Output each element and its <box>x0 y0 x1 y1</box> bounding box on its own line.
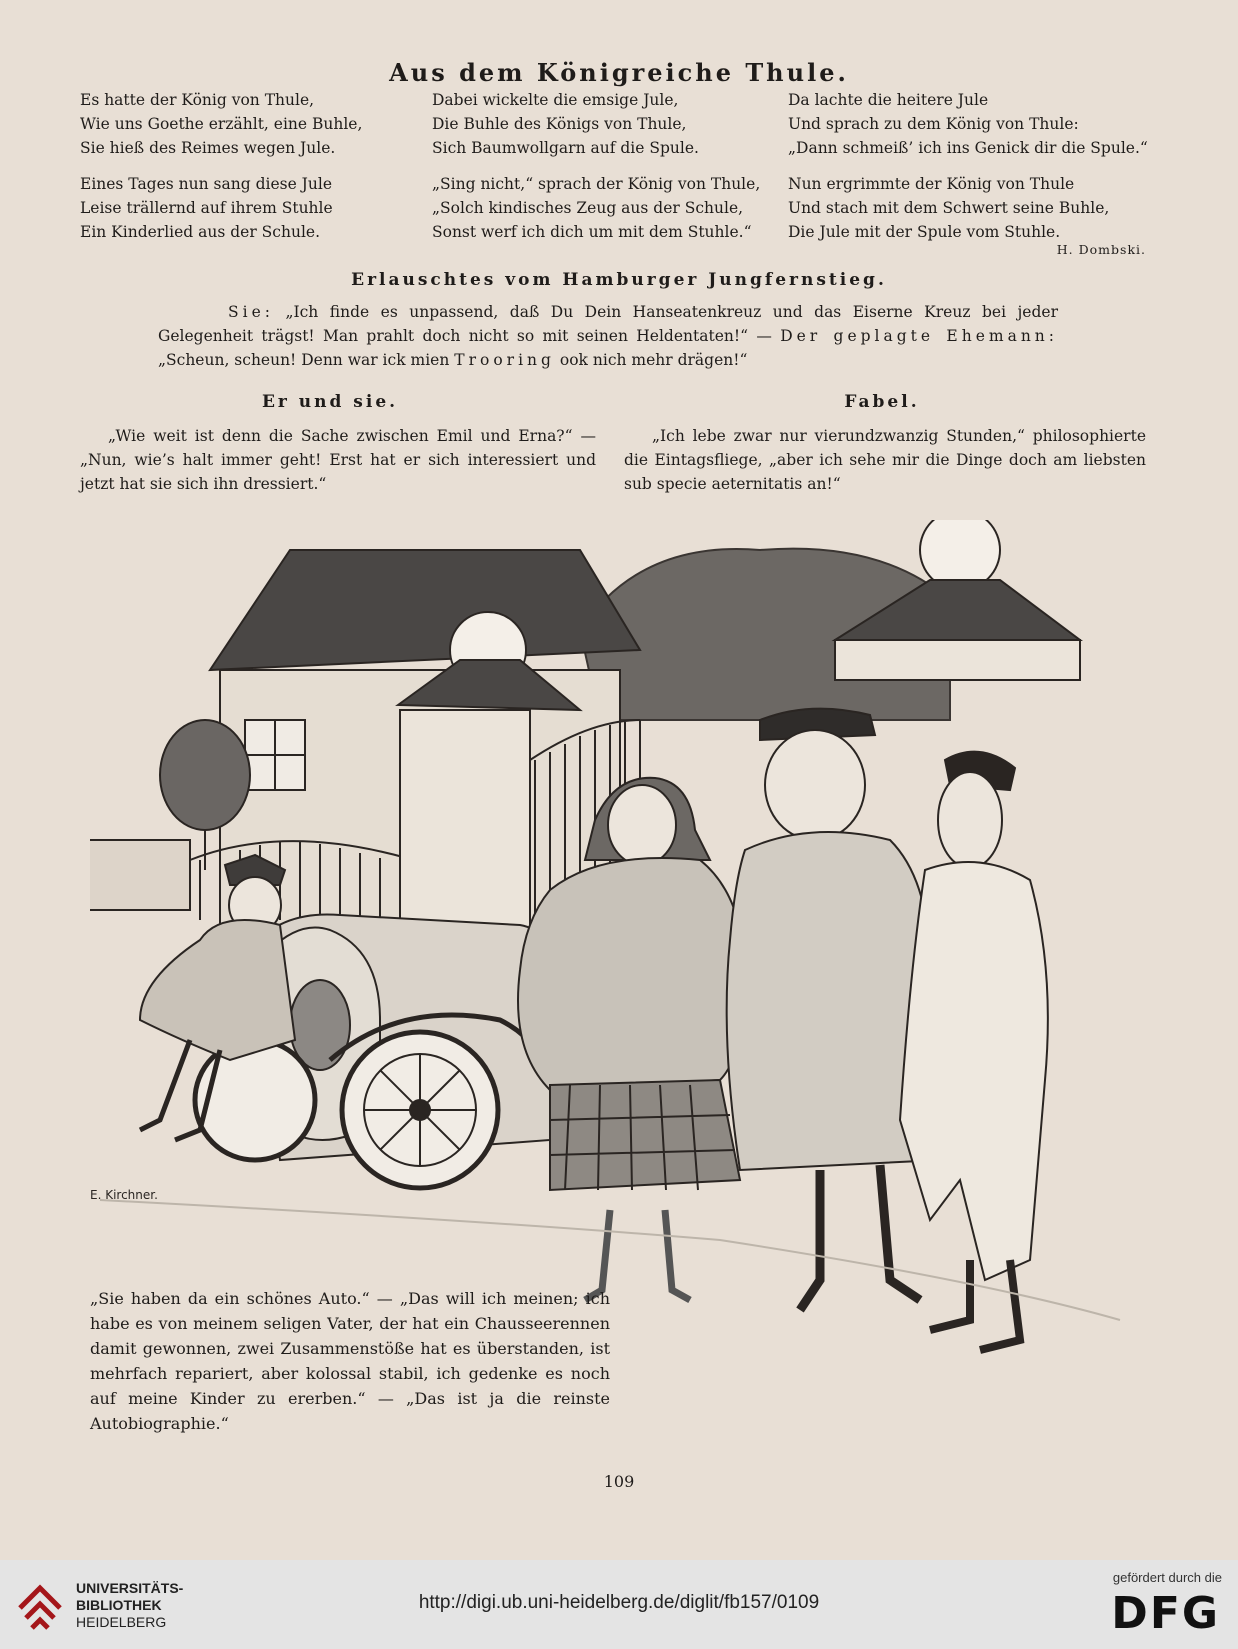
poem-line: „Sing nicht,“ sprach der König von Thule, <box>432 175 761 193</box>
poem-line: Ein Kinderlied aus der Schule. <box>80 223 321 241</box>
poem-line: Leise trällernd auf ihrem Stuhle <box>80 199 333 217</box>
library-name-line: UNIVERSITÄTS- <box>76 1580 184 1596</box>
hamburg-quote-3: ook nich mehr drägen!“ <box>559 351 748 369</box>
poem-line: Eines Tages nun sang diese Jule <box>80 175 332 193</box>
poem-line: Die Buhle des Königs von Thule, <box>432 115 687 133</box>
speaker-husband: Der geplagte Ehemann: <box>780 327 1059 345</box>
pillar-left <box>400 710 530 950</box>
hamburg-title: Erlauschtes vom Hamburger Jungfernstieg. <box>351 270 887 290</box>
library-name-line: HEIDELBERG <box>76 1614 167 1630</box>
hamburg-text <box>158 300 1058 372</box>
poem-column-3 <box>788 88 1148 244</box>
poem-line: „Solch kindisches Zeug aus der Schule, <box>432 199 744 217</box>
er-und-sie-text: „Wie weit ist denn die Sache zwischen Emil und Erna?“ — „Nun, wie’s halt immer geht! Erst hat er sich interessiert und jetzt hat sie sich ihn dressiert.“ <box>80 427 596 493</box>
house-roof <box>210 550 640 670</box>
poem-line: Es hatte der König von Thule, <box>80 91 315 109</box>
digitization-footer <box>0 1560 1238 1649</box>
poem-line: Und sprach zu dem König von Thule: <box>788 115 1079 133</box>
poem-column-2 <box>432 88 760 244</box>
cartoon-caption: „Sie haben da ein schönes Auto.“ — „Das will ich meinen; ich habe es von meinem seligen Vater, der hat ein Chausseerennen damit gewonnen, zwei Zusammenstöße hat es überstanden, ist mehrfach repariert, aber kolossal stabil, ich gedenke es noch auf meine Kinder zu ererben.“ — „Das ist ja die reinste Autobiographie.“ <box>90 1289 610 1433</box>
poem-column-1 <box>80 88 362 244</box>
wall-left <box>90 840 190 910</box>
illustration-car-scene <box>80 520 1160 1420</box>
poem-line: Die Jule mit der Spule vom Stuhle. <box>788 223 1061 241</box>
page-number: 109 <box>603 1472 635 1491</box>
hamburg-quote-1: „Ich finde es unpassend, daß Du Dein Hanseatenkreuz und das Eiserne Kreuz bei jeder Gelegenheit trägst! Man prahlt doch nicht so mit seinen Heldentaten!“ — <box>158 303 1058 345</box>
poem-line: Sie hieß des Reimes wegen Jule. <box>80 139 336 157</box>
er-und-sie-title: Er und sie. <box>261 392 399 412</box>
poem-line: Wie uns Goethe erzählt, eine Buhle, <box>80 115 363 133</box>
funded-by-label: gefördert durch die <box>1112 1570 1222 1585</box>
hamburg-quote-2: „Scheun, scheun! Denn war ick mien <box>158 351 450 369</box>
permalink[interactable]: http://digi.ub.uni-heidelberg.de/diglit/fb157/0109 <box>418 1592 820 1613</box>
dfg-logo[interactable]: DFG <box>1111 1588 1220 1639</box>
fabel-text: „Ich lebe zwar nur vierundzwanzig Stunden,“ philosophierte die Eintagsfliege, „aber ich sehe mir die Dinge doch am liebsten sub specie aeternitatis an!“ <box>624 427 1146 493</box>
word-trooring: Trooring <box>454 351 555 369</box>
tree <box>160 720 250 830</box>
poem-line: „Dann schmeiß’ ich ins Genick dir die Spule.“ <box>788 139 1148 157</box>
poem-line: Dabei wickelte die emsige Jule, <box>432 91 679 109</box>
pillar-right <box>835 640 1080 680</box>
poem-title: Aus dem Königreiche Thule. <box>389 58 849 87</box>
fabel-title: Fabel. <box>844 392 920 412</box>
poem-line: Nun ergrimmte der König von Thule <box>788 175 1075 193</box>
thin-man <box>900 752 1048 1350</box>
library-name-line: BIBLIOTHEK <box>76 1597 162 1613</box>
poem-line: Da lachte die heitere Jule <box>788 91 989 109</box>
poem-line: Sich Baumwollgarn auf die Spule. <box>432 139 699 157</box>
artist-signature: E. Kirchner. <box>90 1188 158 1202</box>
poem-line: Und stach mit dem Schwert seine Buhle, <box>788 199 1110 217</box>
poem-line: Sonst werf ich dich um mit dem Stuhle.“ <box>432 223 752 241</box>
speaker-she: Sie: <box>228 303 274 321</box>
poem-author: H. Dombski. <box>1056 242 1146 257</box>
